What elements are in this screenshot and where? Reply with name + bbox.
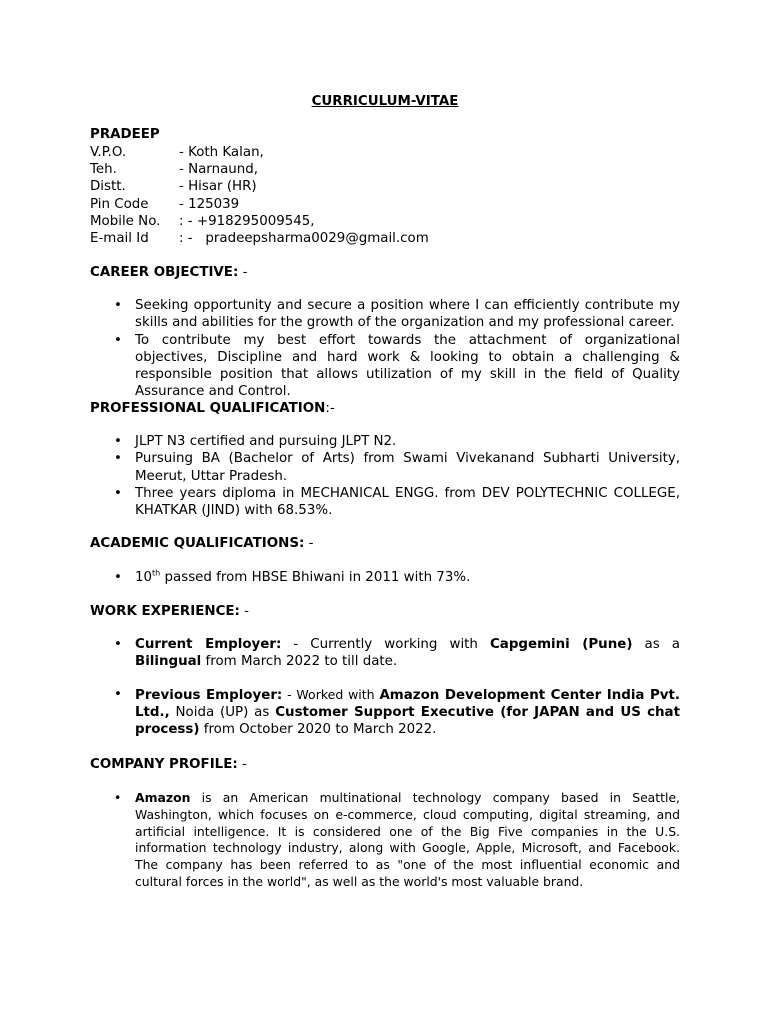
contact-row-tehsil	[90, 161, 429, 178]
document-title: CURRICULUM-VITAE	[311, 94, 459, 109]
list-item-current-employer: • Current Employer: - Currently working with Capgemini (Pune) as a Bilingual from March 2022 to till date.	[90, 636, 680, 671]
career-objective-list	[90, 297, 680, 401]
contact-value: - Hisar (HR)	[179, 179, 257, 195]
contact-value: - Narnaund,	[179, 162, 259, 178]
contact-details	[90, 144, 429, 247]
work-experience-list	[90, 636, 680, 738]
contact-label: Distt.	[90, 179, 126, 195]
contact-value: - Koth Kalan,	[179, 145, 264, 160]
company-profile-heading: COMPANY PROFILE: -	[90, 757, 247, 772]
contact-row-pincode	[90, 196, 429, 213]
academic-qualifications-list	[90, 569, 680, 586]
professional-qualification-heading: PROFESSIONAL QUALIFICATION:-	[90, 401, 335, 416]
contact-label: Mobile No.	[90, 213, 161, 229]
contact-row-vpo	[90, 144, 429, 161]
list-item: • To contribute my best effort towards the attachment of organizational objectives, Discipline and hard work & looking to obtain a challenging & responsible position that allows utilization of my skill in the field of Quality Assurance and Control.	[90, 332, 680, 401]
contact-value: : - +918295009545,	[179, 213, 315, 229]
contact-row-mobile	[90, 213, 429, 230]
contact-value: : - pradeepsharma0029@gmail.com	[179, 230, 429, 246]
contact-label: Pin Code	[90, 196, 149, 212]
career-objective-heading: CAREER OBJECTIVE: -	[90, 265, 248, 280]
contact-value: - 125039	[179, 196, 240, 212]
professional-qualification-list	[90, 433, 680, 519]
contact-label: Teh.	[90, 162, 117, 178]
list-item: • Three years diploma in MECHANICAL ENGG. from DEV POLYTECHNIC COLLEGE, KHATKAR (JIND) with 68.53%.	[90, 485, 680, 520]
contact-row-district	[90, 178, 429, 195]
contact-row-email	[90, 230, 429, 247]
contact-label: V.P.O.	[90, 145, 127, 160]
list-item: • Seeking opportunity and secure a position where I can efficiently contribute my skills and abilities for the growth of the organization and my professional career.	[90, 297, 680, 332]
contact-label: E-mail Id	[90, 230, 149, 246]
list-item: • JLPT N3 certified and pursuing JLPT N2.	[90, 433, 680, 450]
work-experience-heading: WORK EXPERIENCE: -	[90, 604, 250, 619]
academic-qualifications-heading: ACADEMIC QUALIFICATIONS: -	[90, 536, 314, 551]
list-item: • 10th passed from HBSE Bhiwani in 2011 with 73%.	[90, 569, 680, 586]
list-item: • Amazon is an American multinational technology company based in Seattle, Washington, which focuses on e-commerce, cloud computing, digital streaming, and artificial intelligence. It is considered one of the Big Five companies in the U.S. information technology industry, along with Google, Apple, Microsoft, and Facebook. The company has been referred to as "one of the most influential economic and cultural forces in the world", as well as the world's most valuable brand.	[90, 790, 680, 891]
list-item-previous-employer: • Previous Employer: - Worked with Amazon Development Center India Pvt. Ltd., Noida (UP) as Customer Support Executive (for JAPAN and US chat process) from October 2020 to March 2022.	[90, 686, 680, 739]
list-item: • Pursuing BA (Bachelor of Arts) from Swami Vivekanand Subharti University, Meerut, Uttar Pradesh.	[90, 450, 680, 485]
company-profile-list	[90, 790, 680, 891]
candidate-name: PRADEEP	[90, 127, 160, 142]
